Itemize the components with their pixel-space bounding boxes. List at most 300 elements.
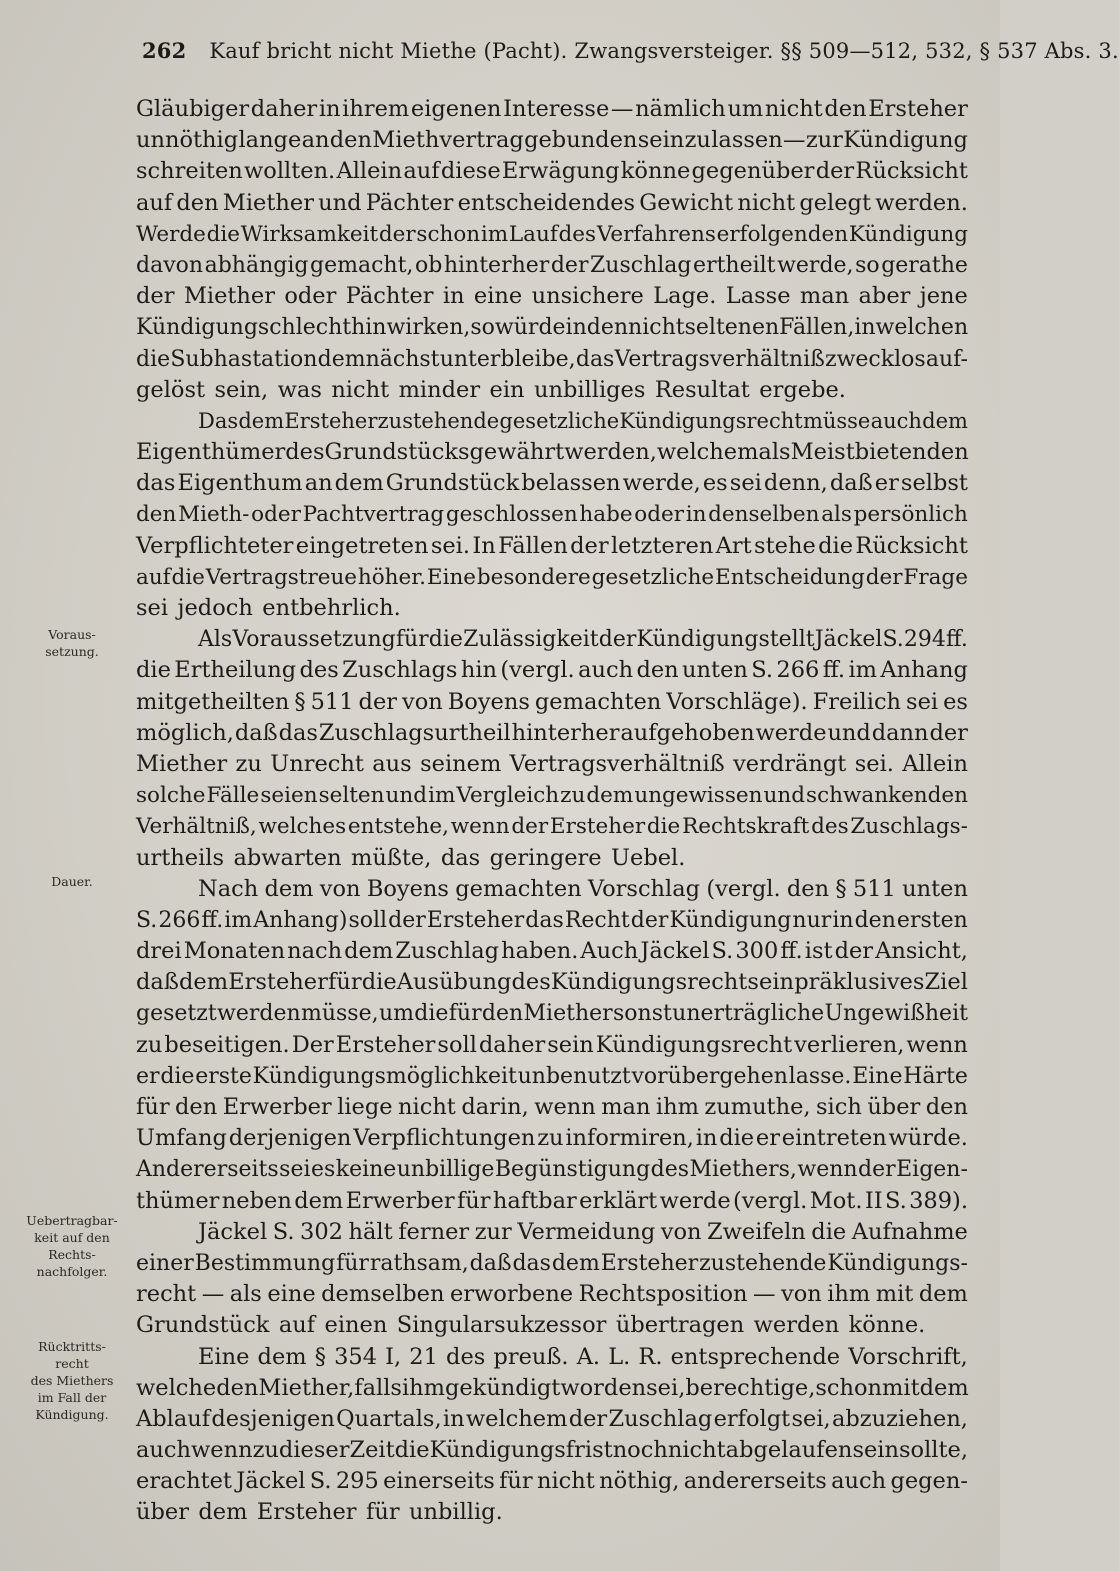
text-line (136, 499, 968, 530)
word: geschlossen (445, 502, 578, 528)
word: gegen- (890, 1468, 968, 1495)
word: das (440, 844, 481, 871)
word: dem (238, 408, 285, 433)
word: für (136, 1094, 170, 1120)
word: gelegt (799, 189, 872, 216)
word: 389). (909, 1187, 968, 1214)
word: ff. (201, 907, 224, 933)
word: Kündigungsrechts (550, 969, 759, 996)
text-line (136, 1123, 968, 1154)
word: seien (260, 783, 318, 809)
word: Das (198, 408, 239, 433)
word: an (304, 470, 333, 497)
word: und (763, 783, 805, 809)
text-line (136, 156, 968, 187)
word: informiren, (565, 1125, 694, 1152)
word: ist (804, 938, 833, 965)
word: die (428, 627, 463, 653)
text-line (136, 468, 968, 499)
word: die (171, 564, 205, 590)
word: selten (318, 783, 385, 809)
word: Kündigungs- (827, 1250, 968, 1276)
word: unnöthig (136, 127, 239, 154)
word: hinterher (443, 252, 550, 278)
word: die (136, 657, 171, 684)
word: haben. (501, 938, 579, 965)
word: daß (136, 969, 179, 996)
word: Wirksamkeit (240, 221, 379, 247)
word: über (136, 1499, 189, 1526)
word: der (929, 719, 968, 746)
word: Allein (336, 158, 403, 185)
word: dem (918, 1281, 968, 1308)
word: zumuthe, (704, 1094, 811, 1120)
word: erklärt (579, 1187, 658, 1214)
word: gemachten (455, 875, 582, 902)
word: dem (179, 969, 229, 996)
word: aufgehoben (620, 719, 755, 746)
word: Zeit (349, 1437, 395, 1464)
margin-note-dauer (22, 873, 122, 890)
word: dann (871, 719, 929, 746)
word: letzteren (610, 532, 714, 559)
word: stehe (754, 532, 816, 559)
word: dem (922, 408, 968, 433)
text-line (136, 843, 968, 874)
word: Zuschlag (395, 938, 500, 965)
word: Ansicht, (875, 938, 968, 965)
word: die (818, 532, 854, 559)
word: Zuschlag (608, 1405, 713, 1432)
word: für (395, 627, 429, 653)
word: man (601, 1094, 651, 1120)
word: zu (252, 1437, 279, 1464)
word: der (388, 907, 426, 933)
word: habe (579, 502, 633, 528)
word: Vertragsverhältniß (509, 750, 725, 777)
text-line (136, 998, 968, 1029)
text-line (136, 718, 968, 749)
text-line (136, 1373, 968, 1404)
word: nicht (398, 1094, 456, 1120)
word: Umfang (136, 1125, 227, 1152)
word: Eine (426, 564, 477, 590)
word: aus (372, 750, 412, 777)
word: nicht (764, 96, 823, 122)
word: ob (414, 252, 443, 278)
word: so (855, 252, 880, 278)
word: hält (348, 1218, 393, 1245)
word: dem (198, 1499, 248, 1526)
word: sein (637, 127, 685, 154)
word: solche (136, 783, 206, 809)
word: lassen (711, 127, 783, 154)
word: ein (759, 969, 795, 996)
word: und (385, 783, 428, 809)
word: noch (612, 1437, 668, 1464)
word: einen (324, 1312, 388, 1339)
word: Recht (564, 907, 630, 933)
word: In (472, 532, 496, 559)
word: vorübergehen (631, 1063, 788, 1089)
margin-note-uebertragbarkeit (22, 1212, 122, 1280)
word: Kündigung (636, 627, 759, 653)
word: — (610, 96, 634, 122)
word: schlechthin (257, 315, 387, 341)
margin-note-text: Dauer. (51, 874, 93, 889)
word: soll (348, 907, 388, 933)
word: für (499, 1468, 533, 1495)
word: die (206, 221, 240, 247)
word: beseitigen. (164, 1031, 290, 1058)
word: Ungewißheit (824, 1001, 968, 1027)
word: im (428, 783, 456, 809)
word: Vertragsverhältniß (614, 346, 825, 372)
text-line (136, 281, 968, 312)
word: unten (902, 875, 968, 902)
word: S. (711, 938, 734, 965)
word: Kündigungsrecht (619, 408, 803, 433)
word: des (285, 439, 325, 466)
word: den (329, 127, 372, 154)
word: Eine (198, 1343, 250, 1370)
word: dem (919, 1374, 969, 1401)
word: Vertragstreue (205, 564, 358, 590)
word: Erwerber (345, 1187, 455, 1214)
word: in (442, 1405, 465, 1432)
word: Erwägung (501, 158, 620, 185)
word: demnächst (317, 346, 440, 372)
word: unten (682, 657, 748, 684)
word: S. (309, 1468, 332, 1495)
word: Eigenthum (177, 470, 303, 497)
word: Fällen (498, 532, 568, 559)
word: das (278, 719, 318, 746)
word: Eigen- (896, 1157, 968, 1183)
word: der (598, 627, 637, 653)
word: Voraussetzung (232, 627, 396, 653)
word: sei, (646, 1374, 686, 1401)
word: den (136, 502, 177, 528)
word: dem (334, 470, 384, 497)
word: unbenutzt (517, 1063, 631, 1089)
word: 511 (852, 875, 896, 902)
word: abzuziehen, (831, 1405, 968, 1432)
word: sollte, (899, 1437, 968, 1464)
word: I, (385, 1343, 402, 1370)
word: stellt (758, 627, 815, 653)
word: unterbleibe, (439, 346, 576, 372)
word: Gläubiger (136, 96, 250, 122)
word: Vorschläge). (666, 688, 808, 715)
word: ff. (946, 627, 968, 653)
margin-note-text: Voraus- setzung. (45, 627, 99, 659)
word: denselben (708, 502, 820, 528)
word: Miether, (258, 1374, 355, 1401)
word: Jäckel (640, 938, 710, 965)
word: wenn (906, 1031, 968, 1058)
word: sich (816, 1094, 862, 1120)
word: den (216, 1374, 259, 1401)
word: der (630, 907, 669, 933)
word: Mot. (809, 1187, 863, 1214)
word: 300 (735, 938, 779, 965)
word: Frage (903, 564, 968, 590)
word: Grundstück (385, 470, 520, 497)
word: zwecklos (824, 346, 926, 372)
word: des (558, 221, 597, 247)
word: worden (560, 1374, 647, 1401)
word: davon (136, 252, 204, 278)
word: nicht (667, 1437, 726, 1464)
word: auch (870, 408, 922, 433)
word: soll (437, 1031, 477, 1058)
word: — (201, 1281, 225, 1308)
word: Kündigung (669, 907, 792, 933)
word: Werde (136, 221, 206, 247)
word: wollten. (244, 158, 336, 185)
word: welchem (656, 439, 759, 466)
word: Unrecht (270, 750, 364, 777)
word: Kündigungsrecht (595, 1031, 793, 1058)
word: er (755, 1125, 780, 1152)
word: ihm (655, 1094, 699, 1120)
word: nur (792, 907, 832, 933)
word: — (753, 1281, 776, 1308)
word: abgelaufen (725, 1437, 853, 1464)
word: Meistbietenden (790, 439, 969, 466)
word: würde. (888, 1125, 968, 1152)
word: Eine (852, 1063, 903, 1089)
word: drei (136, 938, 182, 965)
word: müsse (802, 408, 871, 433)
word: Vorschrift, (848, 1343, 968, 1370)
word: auf (136, 189, 173, 216)
word: derjenigen (228, 1125, 352, 1152)
word: der (568, 1405, 608, 1432)
word: Anhang (880, 657, 968, 684)
word: in (565, 315, 587, 341)
word: nicht (737, 189, 796, 216)
word: neben (221, 1187, 292, 1214)
word: den (824, 96, 867, 122)
word: verdrängt (733, 750, 847, 777)
word: Als (198, 627, 233, 653)
text-line (136, 1154, 968, 1185)
word: oder (634, 502, 684, 528)
word: minder (398, 376, 481, 403)
word: werde (659, 1187, 731, 1214)
word: abwarten (233, 844, 342, 871)
word: Ziel (924, 969, 968, 996)
word: seltenen (684, 315, 780, 341)
word: nach (287, 938, 343, 965)
word: schon (815, 1374, 883, 1401)
word: den (786, 875, 830, 902)
word: im (848, 657, 877, 684)
word: hinterher (511, 719, 620, 746)
word: der (865, 564, 903, 590)
word: (vergl. (733, 1187, 808, 1214)
word: den (854, 907, 896, 933)
word: ergebe. (759, 376, 846, 403)
word: des (446, 1343, 486, 1370)
word: Rücksicht (855, 532, 968, 559)
word: II (864, 1187, 883, 1214)
word: demselben (321, 1281, 445, 1308)
margin-note-text: Rücktritts- recht des Miethers im Fall der Kündigung. (30, 1339, 114, 1422)
word: daß (234, 719, 278, 746)
word: könne (620, 158, 691, 185)
word: Aufnahme (851, 1218, 968, 1245)
word: S. (751, 657, 774, 684)
word: Miether (136, 750, 228, 777)
word: daß (829, 470, 873, 497)
word: einer (136, 1250, 194, 1276)
word: des (511, 969, 551, 996)
word: übertragen (615, 1312, 745, 1339)
word: geringere (489, 844, 602, 871)
text-line (136, 125, 968, 156)
word: das (136, 470, 176, 497)
word: werde (755, 719, 827, 746)
word: dem (294, 1187, 344, 1214)
word: oder (284, 283, 337, 310)
word: eine (473, 283, 523, 310)
word: thümer (136, 1187, 220, 1214)
word: daher (478, 1031, 546, 1058)
word: Jäckel (236, 1468, 306, 1495)
word: welches (258, 814, 347, 840)
word: berechtige, (685, 1374, 816, 1401)
page-number: 262 (142, 38, 187, 63)
word: darin, (461, 1094, 529, 1120)
word: von (660, 1218, 702, 1245)
word: von (402, 688, 443, 715)
text-line (136, 1466, 968, 1497)
word: das (525, 907, 564, 933)
text-line (136, 344, 968, 375)
word: die (160, 1063, 195, 1089)
margin-note-text: Uebertragbar- keit auf den Rechts- nachfolger. (26, 1213, 118, 1279)
word: Andererseits (136, 1157, 279, 1183)
word: gekündigt (444, 1374, 561, 1401)
word: Grundstücks (324, 439, 470, 466)
word: Anhang) (253, 907, 348, 933)
word: aber (858, 283, 911, 310)
text-line (136, 250, 968, 281)
text-line (136, 94, 968, 125)
word: unbilliges (533, 376, 646, 403)
word: über (867, 1094, 921, 1120)
word: zu (684, 127, 711, 154)
word: Ausübung (396, 969, 512, 996)
word: Interesse (503, 96, 610, 122)
word: Ersteher (228, 969, 328, 996)
word: § (294, 688, 306, 715)
word: Eigenthümer (136, 439, 286, 466)
word: in (442, 283, 465, 310)
word: Entscheidung (715, 564, 865, 590)
word: könne. (848, 1312, 926, 1339)
word: Vergleich (456, 783, 560, 809)
word: es (943, 688, 968, 715)
word: für (448, 1001, 482, 1027)
word: mit (882, 1374, 920, 1401)
word: Kündigungsfrist (429, 1437, 613, 1464)
word: sein, (214, 376, 269, 403)
word: Härte (903, 1063, 968, 1089)
word: 302 (300, 1218, 343, 1245)
word: Ablauf (136, 1405, 211, 1432)
word: unerträgliche (672, 1001, 825, 1027)
word: denn, (763, 470, 828, 497)
word: das (512, 1250, 551, 1276)
word: liege (337, 1094, 393, 1120)
word: die (394, 1437, 430, 1464)
word: zustehende (377, 408, 500, 433)
word: man (799, 283, 850, 310)
word: auf (278, 1312, 316, 1339)
word: dem (264, 875, 314, 902)
word: Gewicht (639, 189, 734, 216)
text-line (136, 375, 968, 406)
word: Kündigung (136, 315, 258, 341)
word: des (299, 657, 339, 684)
word: rathsam, (369, 1250, 469, 1276)
word: die (414, 1001, 449, 1027)
word: dieser (278, 1437, 350, 1464)
word: der (550, 252, 589, 278)
word: zur (805, 127, 843, 154)
word: desjenigen (211, 1405, 335, 1432)
word: sei (136, 595, 169, 621)
word: wenn (534, 1094, 596, 1120)
word: und (827, 719, 871, 746)
word: ungewissen (634, 783, 763, 809)
word: gemacht, (310, 252, 414, 278)
word: Ersteher (256, 1499, 357, 1526)
word: gelöst (136, 376, 206, 403)
word: haftbar (492, 1187, 577, 1214)
word: Pachtvertrag (302, 502, 445, 528)
word: S. (136, 907, 158, 933)
word: 266 (158, 907, 201, 933)
word: den (175, 1094, 218, 1120)
word: im (224, 907, 253, 933)
word: nicht (628, 315, 685, 341)
word: Pächter (345, 283, 434, 310)
word: 21 (409, 1343, 438, 1370)
word: preuß. (493, 1343, 569, 1370)
word: sei. (854, 750, 894, 777)
word: gewährt (469, 439, 565, 466)
word: Ersteher (426, 907, 525, 933)
word: Zweifeln (707, 1218, 806, 1245)
word: schreiten (136, 158, 243, 185)
word: urtheils (136, 844, 225, 871)
word: keine (335, 1157, 397, 1183)
text-line (136, 531, 968, 562)
text-line (136, 905, 968, 936)
text-line (136, 1279, 968, 1310)
word: Miether (222, 189, 314, 216)
text-line (136, 1186, 968, 1217)
word: die (361, 969, 397, 996)
word: der (815, 158, 855, 185)
word: dem (344, 938, 394, 965)
word: oder (251, 502, 301, 528)
